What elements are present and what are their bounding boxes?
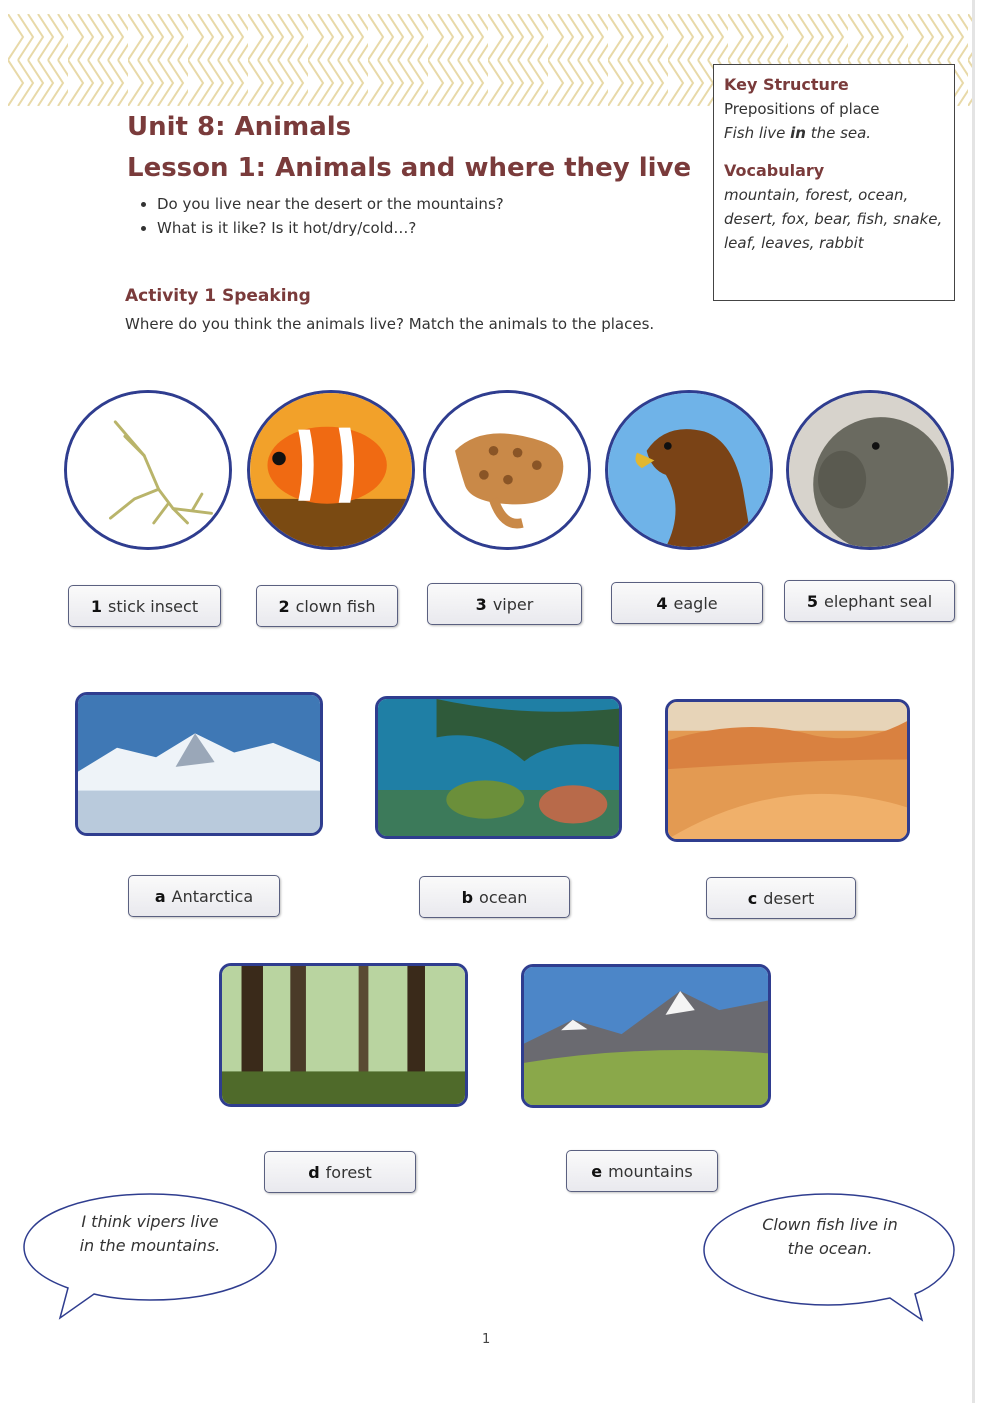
speech-text-left: I think vipers live in the mountains. [79, 1212, 221, 1255]
animal-label: 5 elephant seal [784, 580, 955, 622]
structure-example: Fish live in the sea. [724, 124, 872, 142]
place-label: b ocean [419, 876, 570, 918]
stick-insect-icon [64, 390, 232, 550]
animal-label: 4 eagle [611, 582, 763, 624]
page-edge [972, 0, 975, 1403]
animal-label: 2 clown fish [256, 585, 398, 627]
question-item: • What is it like? Is it hot/dry/cold…? [157, 216, 504, 240]
clown-fish-icon [247, 390, 415, 550]
page-number: 1 [482, 1332, 491, 1347]
activity-instruction: Where do you think the animals live? Match the animals to the places. [125, 315, 655, 333]
eagle-icon [605, 390, 773, 550]
vocabulary-heading: Vocabulary [724, 161, 825, 180]
antarctica-photo [75, 692, 323, 836]
forest-photo [219, 963, 468, 1107]
unit-title: Unit 8: Animals [127, 112, 352, 142]
viper-icon [423, 390, 591, 550]
mountains-photo [521, 964, 771, 1108]
animal-label: 1 stick insect [68, 585, 221, 627]
place-label: d forest [264, 1151, 416, 1193]
desert-photo [665, 699, 910, 842]
key-structure-heading: Key Structure [724, 75, 849, 94]
vocabulary-list: mountain, forest, ocean, desert, fox, bear, fish, snake, leaf, leaves, rabbit [724, 186, 943, 252]
place-label: e mountains [566, 1150, 718, 1192]
ocean-photo [375, 696, 622, 839]
speech-text-right: Clown fish live in the ocean. [762, 1215, 898, 1258]
activity-title: Activity 1 Speaking [125, 286, 311, 306]
lesson-title: Lesson 1: Animals and where they live [127, 153, 692, 183]
animal-label: 3 viper [427, 583, 582, 625]
elephant-seal-icon [786, 390, 954, 550]
place-label: c desert [706, 877, 856, 919]
warmup-questions [127, 192, 504, 240]
key-structure-box [713, 64, 955, 301]
question-item: • Do you live near the desert or the mountains? [157, 192, 504, 216]
place-label: a Antarctica [128, 875, 280, 917]
structure-name: Prepositions of place [724, 100, 880, 118]
